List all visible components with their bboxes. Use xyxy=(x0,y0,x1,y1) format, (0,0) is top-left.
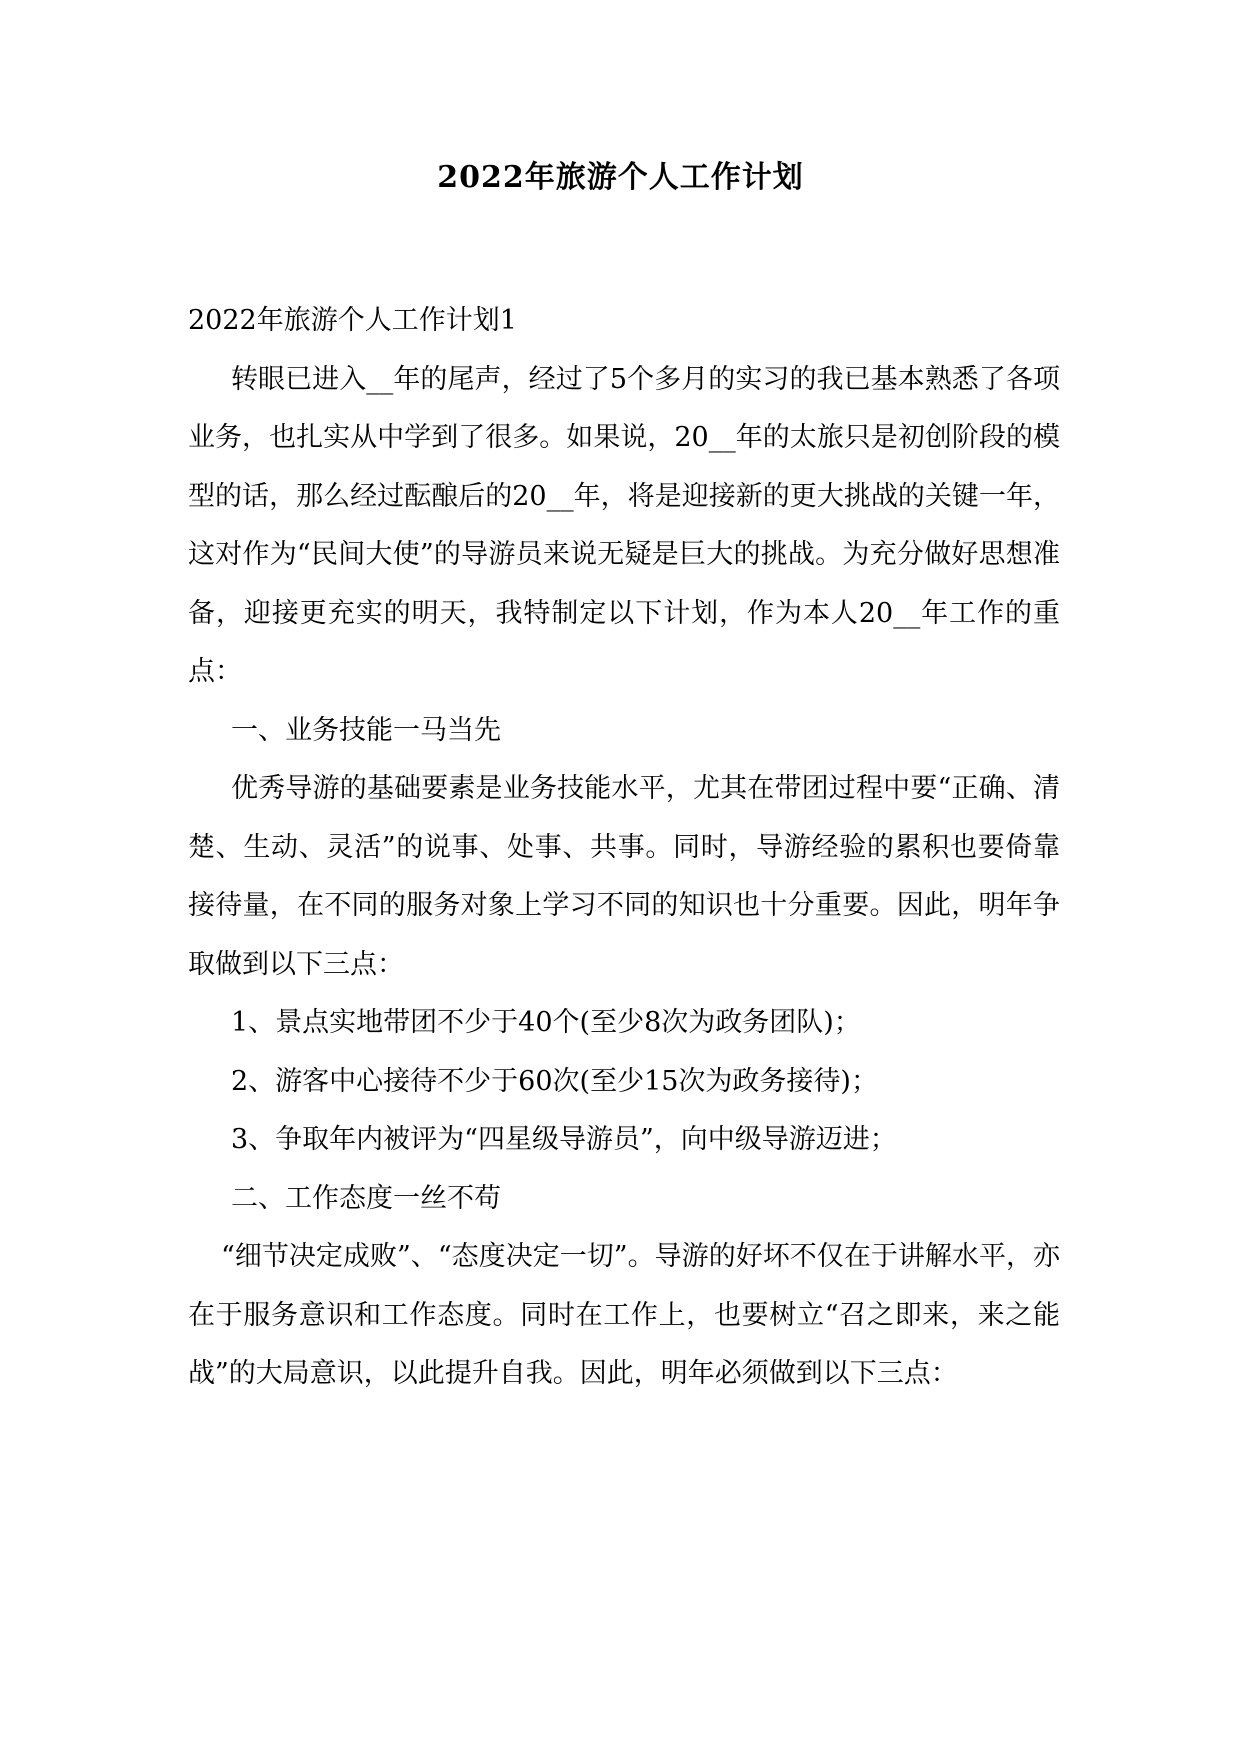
section-subtitle: 2022年旅游个人工作计划1 xyxy=(188,305,517,336)
section-heading-2: 二、工作态度一丝不苟 xyxy=(231,1182,501,1214)
list-item-1: 1、景点实地带团不少于40个(至少8次为政务团队)； xyxy=(231,1007,861,1038)
paragraph-intro: 转眼已进入__年的尾声，经过了5个多月的实习的我已基本熟悉了各项业务，也扎实从中学到了很多。如果说，20__年的太旅只是初创阶段的模型的话，那么经过酝酿后的20__年，将是迎接新的更大挑战的关键一年，这对作为“民间大使”的导游员来说无疑是巨大的挑战。为充分做好思想准备，迎接更充实的明天，我特制定以下计划，作为本人20__年工作的重点： xyxy=(188,363,1060,687)
document-title: 2022年旅游个人工作计划 xyxy=(437,160,804,195)
paragraph-attitude: “细节决定成败”、“态度决定一切”。导游的好坏不仅在于讲解水平，亦在于服务意识和工作态度。同时在工作上，也要树立“召之即来，来之能战”的大局意识，以此提升自我。因此，明年必须做到以下三点： xyxy=(188,1241,1060,1389)
list-item-3: 3、争取年内被评为“四星级导游员”，向中级导游迈进； xyxy=(231,1124,897,1155)
document-body xyxy=(188,292,1060,1404)
list-item-2: 2、游客中心接待不少于60次(至少15次为政务接待)； xyxy=(231,1065,878,1097)
paragraph-skills: 优秀导游的基础要素是业务技能水平，尤其在带团过程中要“正确、清楚、生动、灵活”的说事、处事、共事。同时，导游经验的累积也要倚靠接待量，在不同的服务对象上学习不同的知识也十分重要。因此，明年争取做到以下三点： xyxy=(188,773,1060,980)
section-heading-1: 一、业务技能一马当先 xyxy=(231,714,501,746)
